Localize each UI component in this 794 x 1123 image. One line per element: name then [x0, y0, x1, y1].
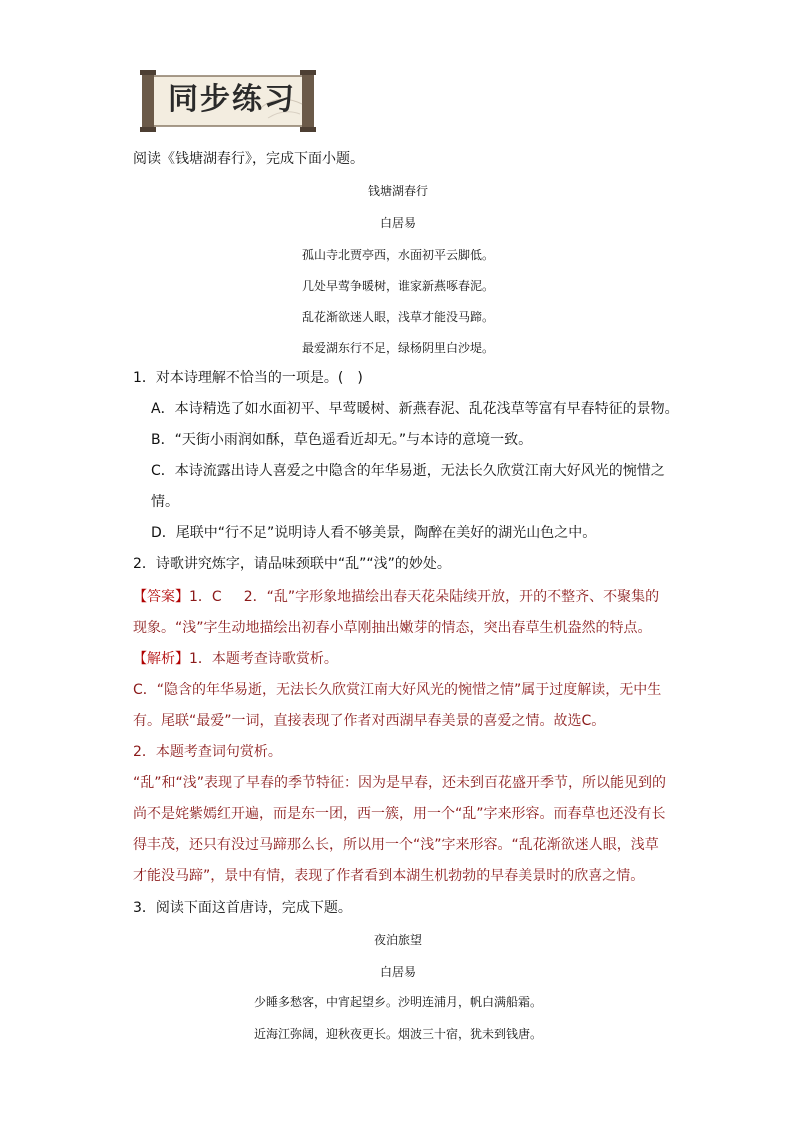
analysis-text: C．“隐含的年华易逝，无法长久欣赏江南大好风光的惋惜之情”属于过度解读，无中生 — [133, 682, 662, 698]
question-3-stem: 3．阅读下面这首唐诗，完成下题。 — [133, 900, 352, 916]
poem2-title: 夜泊旅望 — [373, 933, 422, 947]
poem1-title: 钱塘湖春行 — [367, 184, 428, 198]
analysis-line — [133, 649, 673, 669]
poem2-line: 近海江弥阔，迎秋夜更长。烟波三十宿，犹未到钱唐。 — [253, 1027, 542, 1041]
analysis-tag: 【解析】 — [133, 651, 189, 667]
option-b: B．“天街小雨润如酥，草色遥看近却无。”与本诗的意境一致。 — [151, 432, 533, 448]
poem1-author: 白居易 — [379, 216, 416, 230]
poem1-line: 乱花渐欲迷人眼，浅草才能没马蹄。 — [301, 310, 494, 324]
option-d: D．尾联中“行不足”说明诗人看不够美景，陶醉在美好的湖光山色之中。 — [151, 525, 597, 541]
analysis-text: 2．本题考查词句赏析。 — [133, 744, 282, 760]
option-c-cont: 情。 — [151, 494, 179, 510]
section-banner — [138, 70, 318, 132]
poem1-line: 孤山寺北贾亭西，水面初平云脚低。 — [301, 248, 494, 262]
poem1-line: 几处早莺争暖树，谁家新燕啄春泥。 — [301, 279, 494, 293]
question-1-stem: 1．对本诗理解不恰当的一项是。( ) — [133, 370, 363, 386]
analysis-text: 才能没马蹄”，景中有情，表现了作者看到本湖生机勃勃的早春美景时的欣喜之情。 — [133, 868, 645, 884]
answer-1: 1．C — [189, 589, 222, 605]
poem1-line: 最爱湖东行不足，绿杨阴里白沙堤。 — [301, 341, 494, 355]
analysis-text: 有。尾联“最爱”一词，直接表现了作者对西湖早春美景的喜爱之情。故选C。 — [133, 713, 606, 729]
analysis-text: “乱”和“浅”表现了早春的季节特征：因为是早春，还未到百花盛开季节，所以能见到的 — [133, 775, 667, 791]
answer-2: 2．“乱”字形象地描绘出春天花朵陆续开放，开的不整齐、不聚集的 — [243, 589, 660, 605]
answer-tag: 【答案】 — [133, 589, 189, 605]
analysis-1: 1．本题考查诗歌赏析。 — [189, 651, 338, 667]
poem2-line: 少睡多愁客，中宵起望乡。沙明连浦月，帆白满船霜。 — [253, 995, 542, 1009]
analysis-text: 尚不是姹紫嫣红开遍，而是东一团，西一簇，用一个“乱”字来形容。而春草也还没有长 — [133, 806, 666, 822]
poem2-author: 白居易 — [379, 965, 416, 979]
answer-line — [133, 587, 673, 607]
answer-2-cont: 现象。“浅”字生动地描绘出初春小草刚抽出嫩芽的情态，突出春草生机盎然的特点。 — [133, 620, 652, 636]
intro-text: 阅读《钱塘湖春行》，完成下面小题。 — [133, 151, 364, 167]
option-a: A．本诗精选了如水面初平、早莺暖树、新燕春泥、乱花浅草等富有早春特征的景物。 — [151, 401, 679, 417]
question-2-stem: 2．诗歌讲究炼字，请品味颈联中“乱”“浅”的妙处。 — [133, 556, 451, 572]
analysis-text: 得丰茂，还只有没过马蹄那么长，所以用一个“浅”字来形容。“乱花渐欲迷人眼，浅草 — [133, 837, 659, 853]
option-c: C．本诗流露出诗人喜爱之中隐含的年华易逝，无法长久欣赏江南大好风光的惋惜之 — [151, 463, 665, 479]
banner-title: 同步练习 — [168, 82, 296, 117]
